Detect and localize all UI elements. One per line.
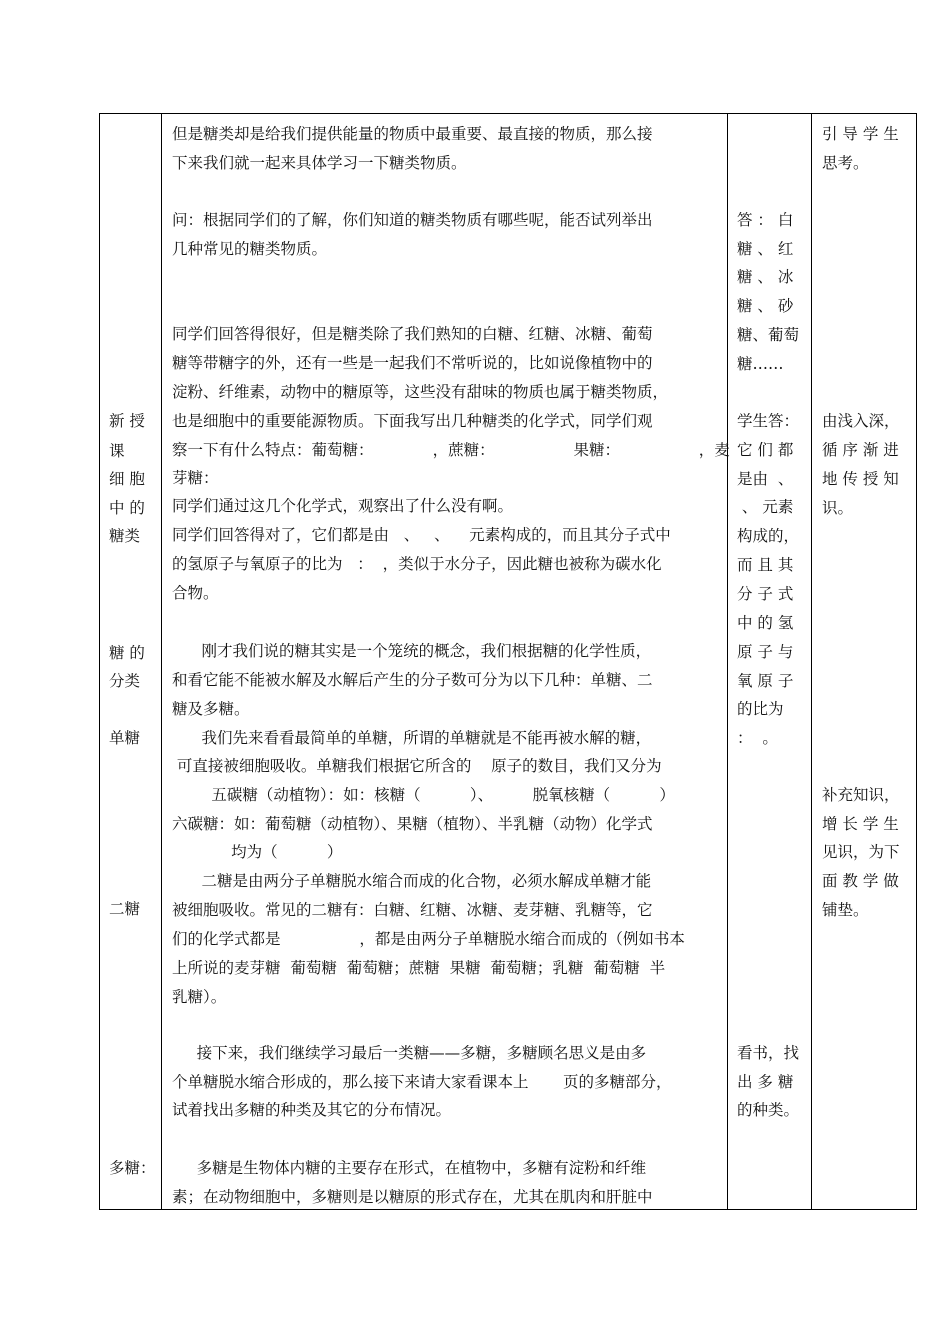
section-label: 分类	[109, 672, 141, 690]
content-line: 同学们回答得对了，它们都是由 、 、 元素构成的，而且其分子式中	[172, 526, 671, 544]
student-line: 糖……	[737, 355, 784, 373]
intent-line: 识。	[822, 499, 854, 517]
content-line: 被细胞吸收。常见的二糖有：白糖、红糖、冰糖、麦芽糖、乳糖等，它	[172, 901, 653, 919]
content-line: 接下来，我们继续学习最后一类糖——多糖，多糖顾名思义是由多	[172, 1044, 647, 1062]
section-label: 二糖	[109, 900, 141, 918]
content-line: 合物。	[172, 584, 219, 602]
content-line: 素；在动物细胞中，多糖则是以糖原的形式存在，尤其在肌肉和肝脏中	[172, 1188, 653, 1206]
content-line: 同学们通过这几个化学式，观察出了什么没有啊。	[172, 497, 514, 515]
content-line: 淀粉、纤维素，动物中的糖原等，这些没有甜味的物质也属于糖类物质，	[172, 383, 669, 401]
section-label: 新 授	[109, 412, 145, 430]
student-line: 中 的 氢	[737, 614, 794, 632]
student-line: 的比为	[737, 700, 784, 718]
student-line: ： 。	[737, 729, 778, 747]
content-line: 均为（ ）	[172, 843, 343, 861]
section-label: 多糖：	[109, 1159, 156, 1177]
content-line: 乳糖）。	[172, 988, 227, 1006]
content-line: 可直接被细胞吸收。单糖我们根据它所含的 原子的数目，我们又分为	[172, 757, 662, 775]
content-line: 试着找出多糖的种类及其它的分布情况。	[172, 1101, 452, 1119]
intent-line: 思考。	[822, 154, 869, 172]
content-line: 的氢原子与氧原子的比为 ： ，类似于水分子，因此糖也被称为碳水化	[172, 555, 662, 573]
teacher-content-column	[162, 114, 730, 1209]
content-line: 芽糖：	[172, 469, 219, 487]
design-intent-column	[812, 114, 916, 1209]
section-label: 糖类	[109, 527, 141, 545]
section-label: 单糖	[109, 729, 141, 747]
student-line: 氧 原 子	[737, 672, 794, 690]
student-line: 、 元素	[737, 498, 794, 516]
student-activity-column	[728, 114, 811, 1209]
content-line: 六碳糖：如：葡萄糖（动植物）、果糖（植物）、半乳糖（动物）化学式	[172, 815, 653, 833]
intent-line: 由浅入深，	[822, 412, 900, 430]
content-line: 上所说的麦芽糖 葡萄糖 葡萄糖；蔗糖 果糖 葡萄糖；乳糖 葡萄糖 半	[172, 959, 666, 977]
content-line: 但是糖类却是给我们提供能量的物质中最重要、最直接的物质，那么接	[172, 125, 653, 143]
content-line: 刚才我们说的糖其实是一个笼统的概念，我们根据糖的化学性质，	[172, 642, 652, 660]
content-line: 糖等带糖字的外，还有一些是一起我们不常听说的，比如说像植物中的	[172, 354, 653, 372]
content-line: 同学们回答得很好，但是糖类除了我们熟知的白糖、红糖、冰糖、葡萄	[172, 325, 653, 343]
student-line: 是由 、	[737, 470, 794, 488]
student-line: 学生答：	[737, 412, 800, 430]
student-line: 糖、葡萄	[737, 326, 800, 344]
student-line: 构成的，	[737, 527, 800, 545]
intent-line: 引 导 学 生	[822, 125, 899, 143]
student-line: 而 且 其	[737, 556, 794, 574]
intent-line: 见识，为下	[822, 843, 900, 861]
intent-line: 面 教 学 做	[822, 872, 899, 890]
content-line: 二糖是由两分子单糖脱水缩合而成的化合物，必须水解成单糖才能	[172, 872, 652, 890]
content-line: 我们先来看看最简单的单糖，所谓的单糖就是不能再被水解的糖，	[172, 729, 652, 747]
section-label: 糖 的	[109, 644, 145, 662]
content-line: 几种常见的糖类物质。	[172, 240, 328, 258]
intent-line: 补充知识，	[822, 786, 900, 804]
student-line: 糖 、 冰	[737, 268, 794, 286]
student-line: 糖 、 砂	[737, 297, 794, 315]
section-label: 细 胞	[109, 470, 145, 488]
student-line: 的种类。	[737, 1101, 800, 1119]
content-line: 个单糖脱水缩合形成的，那么接下来请大家看课本上 页的多糖部分，	[172, 1073, 672, 1091]
section-column	[100, 114, 161, 1209]
intent-line: 地 传 授 知	[822, 470, 899, 488]
intent-line: 铺垫。	[822, 901, 869, 919]
student-line: 看书，找	[737, 1044, 800, 1062]
content-line: 多糖是生物体内糖的主要存在形式，在植物中，多糖有淀粉和纤维	[172, 1159, 647, 1177]
content-line: 糖及多糖。	[172, 700, 250, 718]
student-line: 糖 、 红	[737, 240, 794, 258]
content-line: 问：根据同学们的了解，你们知道的糖类物质有哪些呢，能否试列举出	[172, 211, 653, 229]
intent-line: 增 长 学 生	[822, 815, 899, 833]
student-line: 答 ： 白	[737, 211, 794, 229]
content-line: 和看它能不能被水解及水解后产生的分子数可分为以下几种：单糖、二	[172, 671, 653, 689]
student-line: 原 子 与	[737, 643, 794, 661]
student-line: 出 多 糖	[737, 1073, 794, 1091]
lesson-table	[99, 113, 917, 1210]
student-line: 它 们 都	[737, 441, 794, 459]
content-line: 也是细胞中的重要能源物质。下面我写出几种糖类的化学式，同学们观	[172, 412, 653, 430]
intent-line: 循 序 渐 进	[822, 441, 899, 459]
content-line: 下来我们就一起来具体学习一下糖类物质。	[172, 154, 467, 172]
content-line: 们的化学式都是 ，都是由两分子单糖脱水缩合而成的（例如书本	[172, 930, 685, 948]
content-line: 五碳糖（动植物）：如：核糖（ ）、 脱氧核糖（ ）	[172, 786, 675, 804]
student-line: 分 子 式	[737, 585, 794, 603]
section-label: 课	[109, 442, 125, 460]
section-label: 中 的	[109, 499, 145, 517]
content-line: 察一下有什么特点：葡萄糖： ，蔗糖： 果糖： ，麦	[172, 441, 730, 459]
